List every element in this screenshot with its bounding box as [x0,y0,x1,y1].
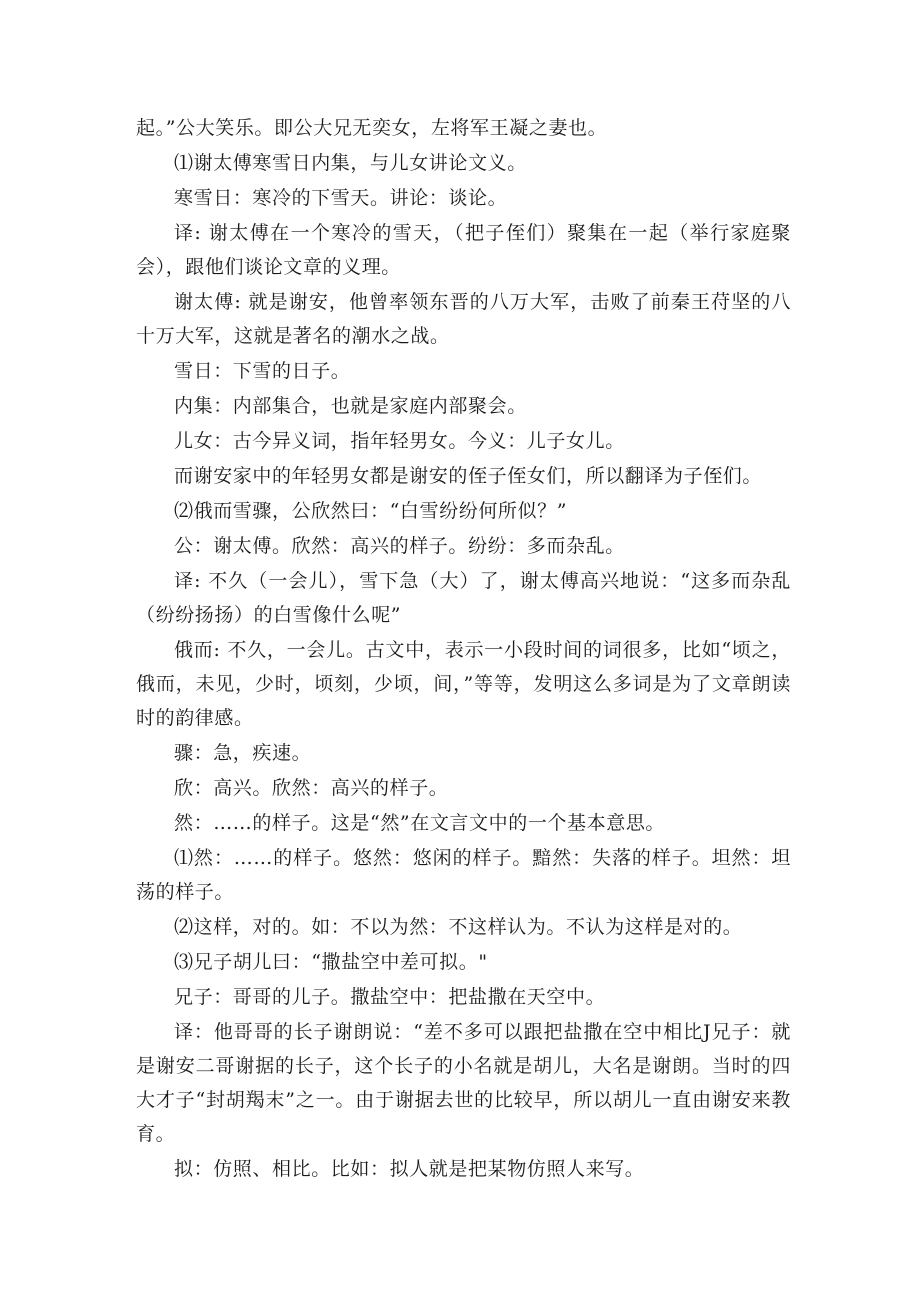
paragraph: 欣：高兴。欣然：高兴的样子。 [174,777,449,799]
paragraph: 俄而: 不久，一会儿。古文中，表示一小段时间的词很多，比如“顷之，俄而，未见，少时，顷刻，少顷，间，”等等，发明这么多词是为了文章朗读时的韵律感。 [136,639,791,729]
paragraph: 骤：急，疾速。 [174,742,312,764]
paragraph: 内集：内部集合，也就是家庭内部聚会。 [174,395,527,417]
document-body [136,111,791,1187]
paragraph: 寒雪日：寒冷的下雪天。讲论：谈论。 [174,187,508,209]
paragraph: 儿女：古今异义词，指年轻男女。今义：儿子女儿。 [174,430,625,452]
paragraph: 起。”公大笑乐。即公大兄无奕女，左将军王凝之妻也。 [136,117,608,139]
paragraph: 而谢安家中的年轻男女都是谢安的侄子侄女们，所以翻译为子侄们。 [174,465,763,487]
paragraph: ⑶兄子胡儿曰：“撒盐空中差可拟。" [174,951,488,973]
paragraph: 公：谢太傅。欣然：高兴的样子。纷纷：多而杂乱。 [174,535,625,557]
paragraph: 拟：仿照、相比。比如：拟人就是把某物仿照人来写。 [174,1158,645,1180]
paragraph: ⑵俄而雪骤，公欣然曰：“白雪纷纷何所似？” [174,500,568,522]
paragraph: 译: 谢太傅在一个寒冷的雪天，（把子侄们）聚集在一起（举行家庭聚会），跟他们谈论文章的义理。 [136,222,791,278]
paragraph: ⑵这样，对的。如：不以为然：不这样认为。不认为这样是对的。 [174,916,743,938]
paragraph: ⑴然：……的样子。悠然：悠闲的样子。黯然：失落的样子。坦然：坦荡的样子。 [136,847,791,903]
paragraph: 译：他哥哥的长子谢朗说：“差不多可以跟把盐撒在空中相比J兄子：就是谢安二哥谢据的长子，这个长子的小名就是胡儿，大名是谢朗。当时的四大才子“封胡羯末”之一。由于谢据去世的比较早，所以胡儿一直由谢安来教育。 [136,1021,791,1145]
paragraph: 译: 不久（一会儿），雪下急（大）了，谢太傅高兴地说：“这多而杂乱（纷纷扬扬）的白雪像什么呢” [136,570,791,626]
paragraph: ⑴谢太傅寒雪日内集，与儿女讲论文义。 [174,152,527,174]
paragraph: 兄子：哥哥的儿子。撒盐空中：把盐撒在天空中。 [174,986,606,1008]
paragraph: 然：……的样子。这是“然”在文言文中的一个基本意思。 [174,812,666,834]
paragraph: 雪日：下雪的日子。 [174,360,351,382]
paragraph: 谢太傅: 就是谢安，他曾率领东晋的八万大军，击败了前秦王苻坚的八十万大军，这就是著名的潮水之战。 [136,291,791,347]
